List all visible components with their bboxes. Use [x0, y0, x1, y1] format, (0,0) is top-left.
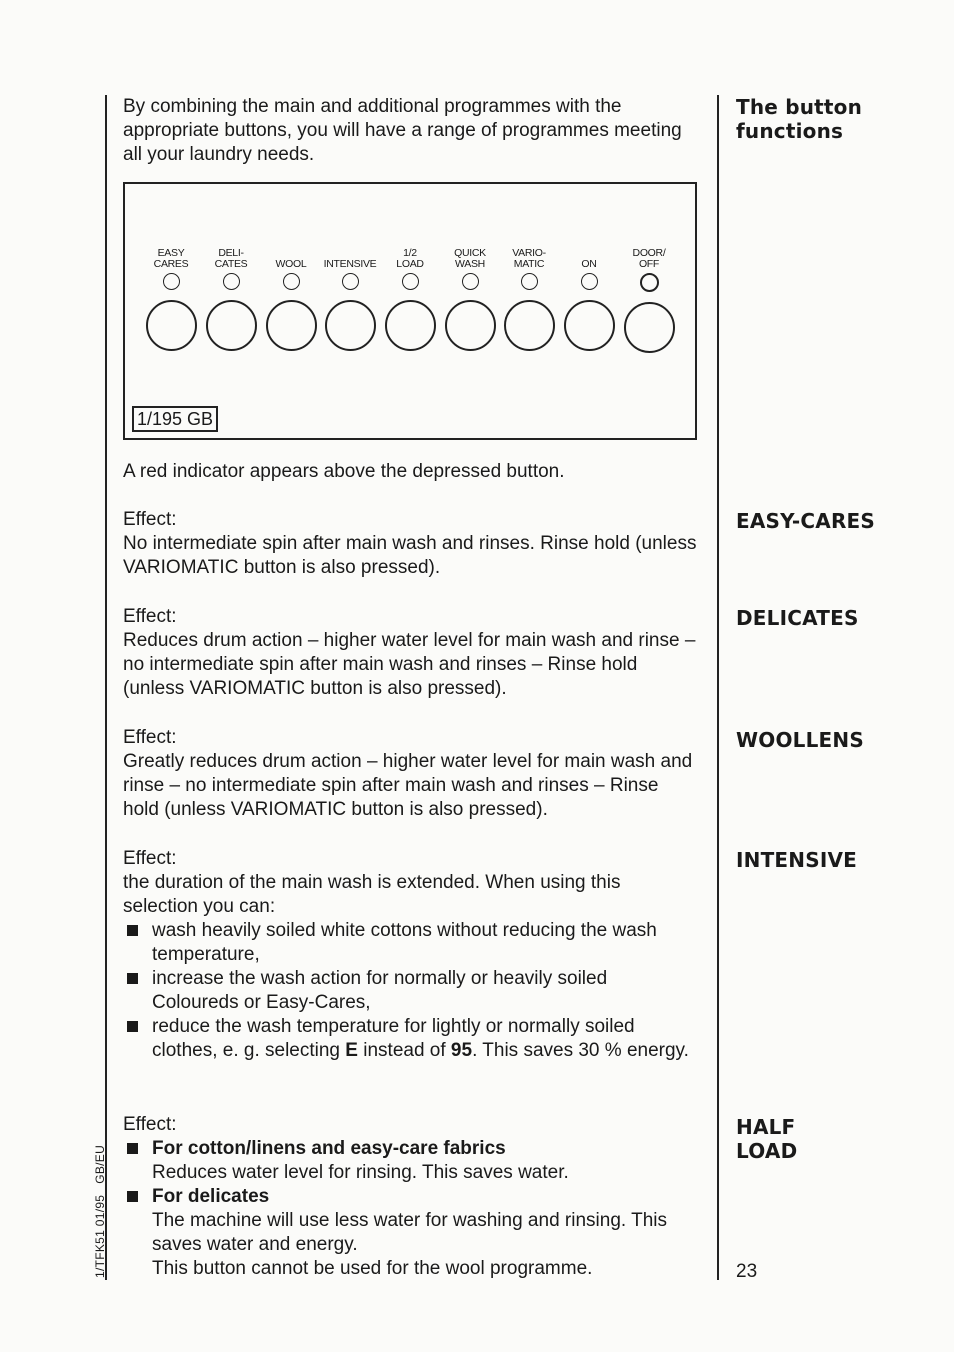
- push-button-icon: [504, 300, 555, 351]
- side-heading-line: HALF: [736, 1115, 796, 1139]
- panel-button-half-load: [380, 244, 440, 351]
- side-heading-intensive: INTENSIVE: [736, 848, 858, 872]
- left-rule: [105, 95, 107, 1280]
- effect-text: Reduces drum action – higher water level for main wash and rinse – no intermediate spin after main wash and rinses – Rinse hold (unless VARIOMATIC button is also pressed).: [123, 630, 696, 699]
- panel-button-variomatic: [499, 244, 559, 351]
- panel-label-line2: WASH: [455, 258, 485, 270]
- push-button-icon: [146, 300, 197, 351]
- list-item: [123, 1137, 699, 1185]
- panel-label-line1: QUICK: [454, 247, 486, 259]
- bullet-text: . This saves 30 % energy.: [472, 1040, 689, 1061]
- indicator-light: [283, 273, 300, 290]
- woollens-section: [123, 726, 699, 822]
- side-heading-line: functions: [736, 119, 844, 143]
- list-item: increase the wash action for normally or heavily soiled Coloureds or Easy-Cares,: [123, 967, 699, 1015]
- panel-label-line2: CARES: [153, 258, 189, 270]
- push-button-icon: [445, 300, 496, 351]
- effect-label: Effect:: [123, 509, 177, 530]
- indicator-light: [163, 273, 180, 290]
- panel-label-line2: ON: [581, 258, 597, 270]
- push-button-icon: [266, 300, 317, 351]
- footer-document-code: [93, 1118, 107, 1278]
- side-heading-easy-cares: EASY-CARES: [736, 509, 876, 533]
- panel-label-line1: VARIO-: [512, 247, 546, 259]
- indicator-light: [640, 273, 659, 292]
- effect-text: the duration of the main wash is extended. When using this selection you can:: [123, 872, 621, 917]
- effect-label: Effect:: [123, 606, 177, 627]
- panel-button-door-off: [619, 244, 679, 353]
- panel-label-line1: DELI-: [218, 247, 244, 259]
- effect-label: Effect:: [123, 848, 177, 869]
- bullet-text: The machine will use less water for washing and rinsing. This saves water and energy.: [152, 1210, 667, 1255]
- indicator-note-text: A red indicator appears above the depressed button.: [123, 461, 565, 482]
- delicates-section: [123, 605, 699, 701]
- panel-label-line1: EASY: [157, 247, 185, 259]
- easy-cares-section: [123, 508, 699, 580]
- push-button-icon: [624, 302, 675, 353]
- side-heading-line: The button: [736, 95, 863, 119]
- panel-code: 1/195 GB: [132, 406, 218, 432]
- panel-label-line2: MATIC: [513, 258, 545, 270]
- list-item: [123, 1015, 699, 1063]
- panel-label-line2: INTENSIVE: [323, 258, 377, 270]
- panel-label-line2: WOOL: [275, 258, 307, 270]
- indicator-light: [402, 273, 419, 290]
- panel-button-wool: [261, 244, 321, 351]
- intensive-bullets: [123, 919, 699, 1063]
- intensive-section: [123, 847, 699, 1063]
- panel-label-line2: LOAD: [396, 258, 424, 270]
- intro-paragraph: By combining the main and additional programmes with the appropriate buttons, you will have a range of programmes meeting all your laundry needs.: [123, 96, 682, 165]
- indicator-light: [342, 273, 359, 290]
- page-number: 23: [736, 1261, 758, 1282]
- panel-button-easy-cares: [141, 244, 201, 351]
- indicator-light: [462, 273, 479, 290]
- panel-button-quick-wash: [440, 244, 500, 351]
- side-heading-button-functions: [736, 95, 862, 143]
- half-load-bullets: [123, 1137, 699, 1281]
- bullet-heading: For delicates: [152, 1186, 270, 1207]
- bullet-text: Reduces water level for rinsing. This saves water.: [152, 1162, 569, 1183]
- side-heading-woollens: WOOLLENS: [736, 728, 864, 752]
- bullet-heading: For cotton/linens and easy-care fabrics: [152, 1138, 506, 1159]
- list-item: [123, 1185, 699, 1281]
- side-heading-line: LOAD: [736, 1139, 798, 1163]
- panel-button-intensive: [320, 244, 380, 351]
- side-heading-half-load: [736, 1115, 797, 1163]
- panel-label-line1: 1/2: [403, 247, 417, 259]
- side-heading-delicates: DELICATES: [736, 606, 859, 630]
- effect-text: Greatly reduces drum action – higher water level for main wash and rinse – no intermediate spin after main wash and rinses – Rinse hold (unless VARIOMATIC button is also pressed).: [123, 751, 693, 820]
- panel-button-on: [559, 244, 619, 351]
- panel-label-line2: OFF: [638, 258, 660, 270]
- effect-label: Effect:: [123, 727, 177, 748]
- bullet-text-bold: E: [345, 1040, 358, 1061]
- half-load-section: [123, 1113, 699, 1281]
- bullet-text: instead of: [357, 1040, 451, 1061]
- indicator-light: [581, 273, 598, 290]
- list-item: wash heavily soiled white cottons without reducing the wash temperature,: [123, 919, 699, 967]
- push-button-icon: [564, 300, 615, 351]
- panel-label-line1: DOOR/: [632, 247, 666, 259]
- footer-region-text: GB/EU: [93, 1144, 107, 1184]
- control-panel-diagram: [123, 182, 697, 440]
- push-button-icon: [385, 300, 436, 351]
- panel-label-line2: CATES: [214, 258, 248, 270]
- indicator-note: [123, 460, 699, 484]
- push-button-icon: [206, 300, 257, 351]
- indicator-light: [521, 273, 538, 290]
- bullet-text: This button cannot be used for the wool programme.: [152, 1258, 593, 1279]
- footer-code-text: 1/TFK51 01/95: [93, 1194, 107, 1278]
- effect-label: Effect:: [123, 1114, 177, 1135]
- bullet-text-bold: 95: [450, 1040, 473, 1061]
- right-rule: [717, 95, 719, 1280]
- panel-button-delicates: [201, 244, 261, 351]
- bullet-text: reduce the wash temperature for lightly or normally soiled clothes, e. g. selecting: [152, 1016, 635, 1061]
- indicator-light: [223, 273, 240, 290]
- effect-text: No intermediate spin after main wash and rinses. Rinse hold (unless VARIOMATIC button is also pressed).: [123, 533, 697, 578]
- push-button-icon: [325, 300, 376, 351]
